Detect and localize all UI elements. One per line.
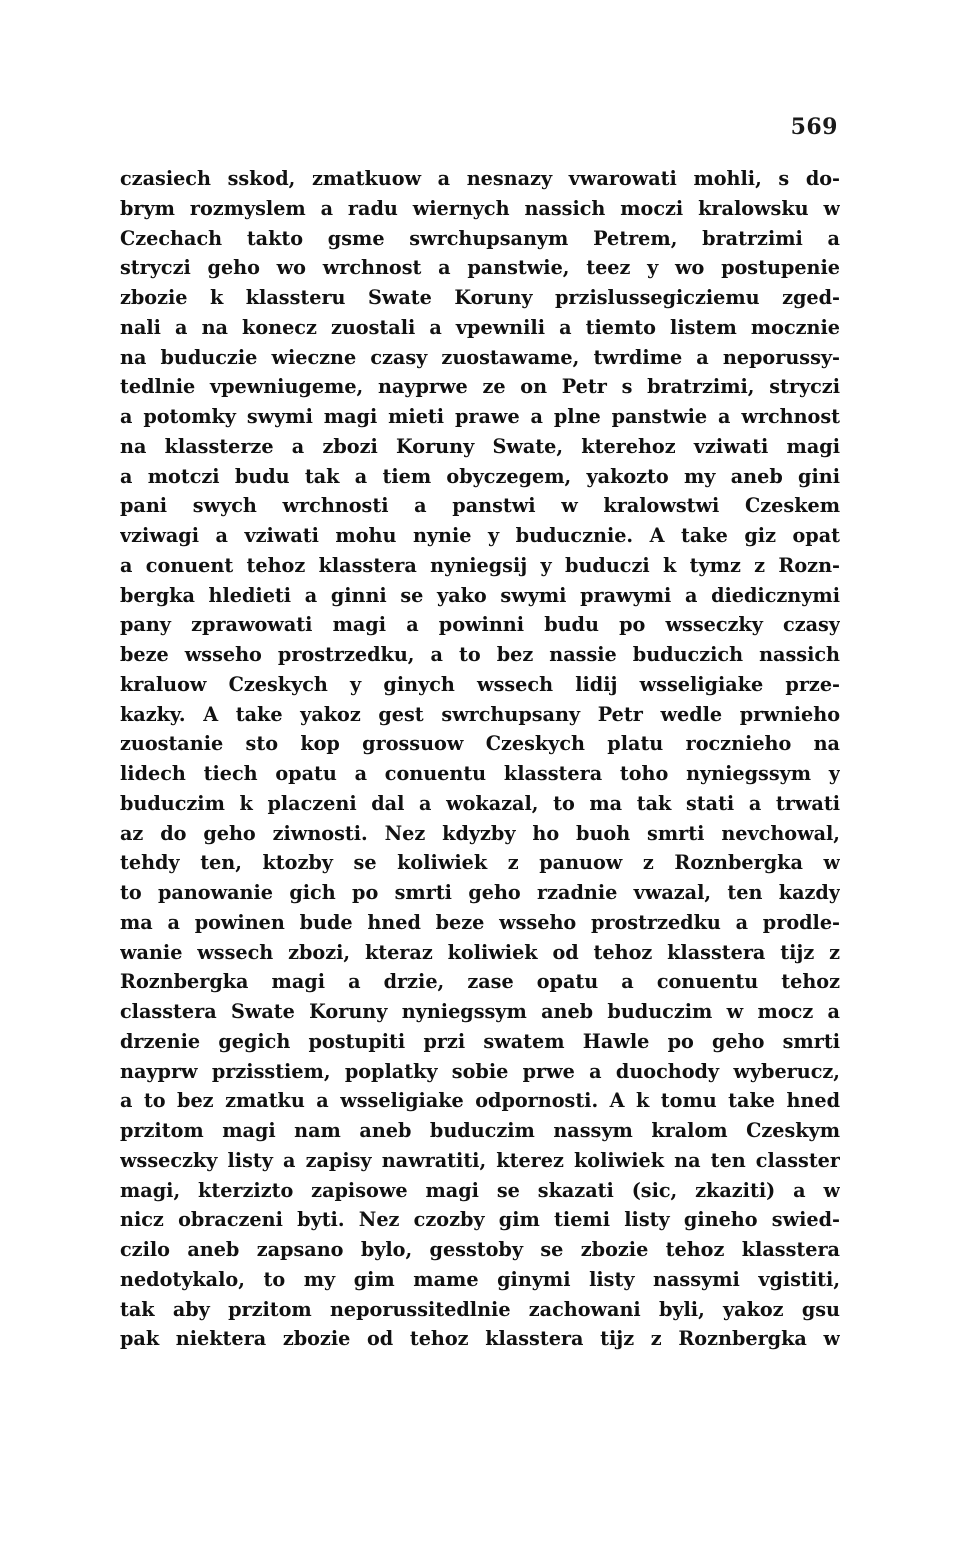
text-line: lidech tiech opatu a conuentu klasstera toho nyniegssym y	[120, 762, 840, 785]
text-line: kraluow Czeskych y ginych wssech lidij wsseligiake prze-	[120, 672, 840, 696]
text-line: pani swych wrchnosti a panstwi w kralowstwi Czeskem	[120, 494, 840, 518]
text-line: beze wsseho prostrzedku, a to bez nassie buduczich nassich	[120, 643, 840, 666]
text-line: magi, kterzizto zapisowe magi se skazati (sic, zkaziti) a w	[120, 1178, 840, 1202]
text-line: nedotykalo, to my gim mame ginymi listy nassymi vgistiti,	[120, 1267, 840, 1291]
text-line: vziwagi a vziwati mohu nynie y buducznie. A take giz opat	[120, 524, 840, 547]
text-line: Czechach takto gsme swrchupsanym Petrem, bratrzimi a	[120, 226, 840, 250]
text-line: pany zprawowati magi a powinni budu po wsseczky czasy	[120, 613, 840, 637]
text-line: nayprw przisstiem, poplatky sobie prwe a duochody wyberucz,	[120, 1059, 840, 1083]
text-line: nicz obraczeni byti. Nez czozby gim tiemi listy gineho swied-	[120, 1208, 840, 1232]
text-line: tedlnie vpewniugeme, nayprwe ze on Petr s bratrzimi, stryczi	[120, 375, 840, 399]
text-line: stryczi geho wo wrchnost a panstwie, teez y wo postupenie	[120, 256, 840, 280]
text-line: Roznbergka magi a drzie, zase opatu a conuentu tehoz	[120, 970, 840, 994]
text-line: brym rozmyslem a radu wiernych nassich moczi kralowsku w	[120, 196, 840, 220]
text-line: nali a na konecz zuostali a vpewnili a tiemto listem mocznie	[120, 315, 840, 339]
text-line: na buduczie wieczne czasy zuostawame, twrdime a neporussy-	[120, 345, 840, 369]
text-line: czasiech sskod, zmatkuow a nesnazy vwarowati mohli, s do-	[120, 167, 840, 190]
page-number: 569	[790, 114, 838, 140]
text-line: classtera Swate Koruny nyniegssym aneb buduczim w mocz a	[120, 1000, 840, 1023]
text-line: wsseczky listy a zapisy nawratiti, kterez koliwiek na ten classter	[120, 1148, 840, 1172]
text-line: a motczi budu tak a tiem obyczegem, yakozto my aneb gini	[120, 464, 840, 488]
text-line: a potomky swymi magi mieti prawe a plne panstwie a wrchnost	[120, 405, 840, 428]
text-line: na klassterze a zbozi Koruny Swate, kterehoz vziwati magi	[120, 434, 840, 458]
text-line: buduczim k placzeni dal a wokazal, to ma tak stati a trwati	[120, 791, 840, 815]
text-line: czilo aneb zapsano bylo, gesstoby se zbozie tehoz klasstera	[120, 1238, 840, 1261]
text-line: zuostanie sto kop grossuow Czeskych platu rocznieho na	[120, 732, 840, 756]
text-line: tehdy ten, ktozby se koliwiek z panuow z Roznbergka w	[120, 851, 840, 875]
text-line: pak niektera zbozie od tehoz klasstera tijz z Roznbergka w	[120, 1327, 840, 1351]
text-line: bergka hledieti a ginni se yako swymi prawymi a diedicznymi	[120, 583, 840, 607]
text-line: kazky. A take yakoz gest swrchupsany Petr wedle prwnieho	[120, 702, 840, 726]
text-line: to panowanie gich po smrti geho rzadnie vwazal, ten kazdy	[120, 881, 840, 904]
text-line: tak aby przitom neporussitedlnie zachowani byli, yakoz gsu	[120, 1297, 840, 1321]
text-line: a conuent tehoz klasstera nyniegsij y buduczi k tymz z Rozn-	[120, 553, 840, 577]
text-line: az do geho ziwnosti. Nez kdyzby ho buoh smrti nevchowal,	[120, 821, 840, 845]
text-line: ma a powinen bude hned beze wsseho prostrzedku a prodle-	[120, 910, 840, 934]
text-line: wanie wssech zbozi, kteraz koliwiek od tehoz klasstera tijz z	[120, 940, 840, 964]
text-line: zbozie k klassteru Swate Koruny przislussegicziemu zged-	[120, 286, 840, 309]
text-line: drzenie gegich postupiti przi swatem Hawle po geho smrti	[120, 1029, 840, 1053]
text-line: a to bez zmatku a wsseligiake odpornosti. A k tomu take hned	[120, 1089, 840, 1113]
text-line: przitom magi nam aneb buduczim nassym kralom Czeskym	[120, 1119, 840, 1142]
body-text	[120, 164, 840, 1354]
